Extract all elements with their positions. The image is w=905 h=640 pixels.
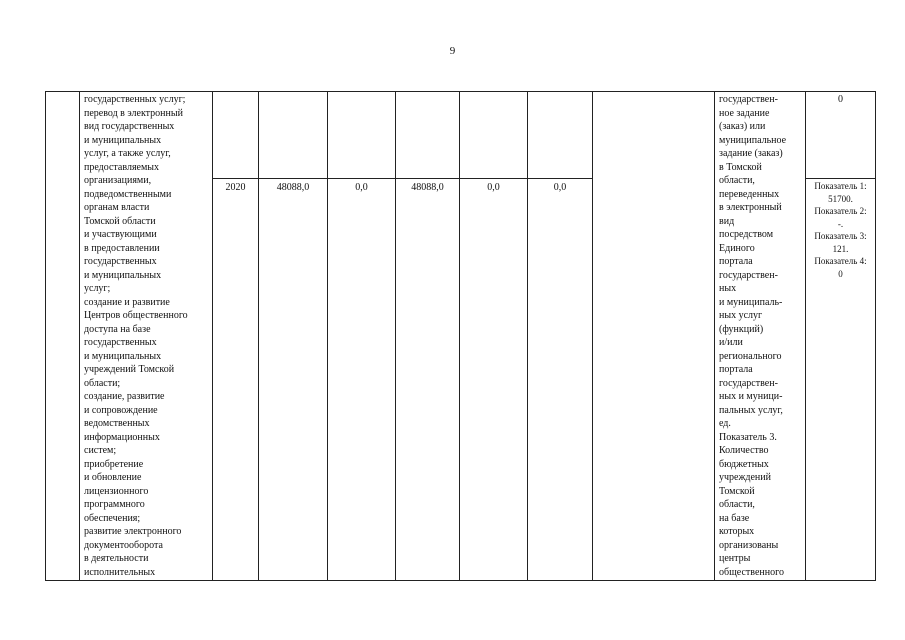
description-line: учреждений Томской xyxy=(84,364,175,375)
indicator-line: центры xyxy=(719,553,751,564)
description-line: обеспечения; xyxy=(84,512,141,524)
col-line-7 xyxy=(527,91,528,581)
indicator-line: Количество xyxy=(719,445,769,456)
indicator-line: государствен- xyxy=(719,377,778,389)
indicator-line: организованы xyxy=(719,539,779,551)
description-line: Центров общественного xyxy=(84,310,188,321)
indicator-value-line: Показатель 3: xyxy=(814,231,867,241)
description-line: в предоставлении xyxy=(84,242,160,254)
indicator-value-line: Показатель 4: xyxy=(814,256,867,266)
col-line-0 xyxy=(45,91,46,581)
description-line: лицензионного xyxy=(84,485,149,497)
description-line: Томской области xyxy=(84,215,156,227)
col-line-4 xyxy=(327,91,328,581)
indicator-line: на базе xyxy=(719,512,750,524)
description-line: государственных xyxy=(84,337,157,348)
col-line-5 xyxy=(395,91,396,581)
indicator-line: и/или xyxy=(719,337,743,348)
description-line: исполнительных xyxy=(84,566,156,578)
indicator-line: ед. xyxy=(719,418,731,429)
table-top-border xyxy=(45,91,876,92)
description-line: и муниципальных xyxy=(84,134,162,146)
indicator-line: государствен- xyxy=(719,269,778,281)
description-line: и обновление xyxy=(84,472,142,483)
description-line: информационных xyxy=(84,431,160,443)
description-line: государственных xyxy=(84,256,157,267)
indicator-line: общественного xyxy=(719,566,784,578)
finance-year-cell: 2020 xyxy=(225,182,246,193)
finance-total-cell: 48088,0 xyxy=(276,182,310,193)
indicator-line: (функций) xyxy=(719,323,764,335)
description-line: и сопровождение xyxy=(84,404,158,416)
table-bottom-border xyxy=(45,580,876,581)
description-line: доступа на базе xyxy=(84,323,151,335)
indicator-value-line: 121. xyxy=(832,243,849,254)
col-line-10 xyxy=(805,91,806,581)
activity-description xyxy=(84,93,210,579)
indicator-line: пальных услуг, xyxy=(719,404,783,416)
indicator-line: портала xyxy=(719,256,753,267)
description-line: услуг; xyxy=(84,283,111,294)
indicator-line: муниципальное xyxy=(719,134,787,146)
finance-row-divider xyxy=(212,178,593,179)
indicator-line: бюджетных xyxy=(719,458,769,470)
finance-regional-cell: 48088,0 xyxy=(411,182,444,193)
col-line-6 xyxy=(459,91,460,581)
indicator-line: переведенных xyxy=(719,188,780,200)
indicator-line: учреждений xyxy=(719,472,771,483)
description-line: организациями, xyxy=(84,175,152,186)
indicator-line: регионального xyxy=(719,350,782,362)
indicator-value-line: Показатель 2: xyxy=(814,206,867,216)
description-line: развитие электронного xyxy=(84,526,182,537)
description-line: органам власти xyxy=(84,202,150,213)
indicator-line: и муниципаль- xyxy=(719,296,783,308)
description-line: ведомственных xyxy=(84,418,150,429)
description-line: и муниципальных xyxy=(84,350,162,362)
indicator-line: ное задание xyxy=(719,107,770,119)
indicator-line: портала xyxy=(719,364,753,375)
indicator-description xyxy=(719,93,805,579)
indicator-line: государствен- xyxy=(719,94,778,105)
values-row-divider xyxy=(805,178,876,179)
col-line-11 xyxy=(875,91,876,581)
indicator-line: области, xyxy=(719,175,755,186)
description-line: и участвующими xyxy=(84,229,157,240)
indicator-line: вид xyxy=(719,215,735,227)
col-line-3 xyxy=(258,91,259,581)
indicator-line: в Томской xyxy=(719,161,762,173)
description-line: перевод в электронный xyxy=(84,107,183,119)
finance-extrabudget-cell: 0,0 xyxy=(553,182,567,193)
page-number: 9 xyxy=(449,45,456,57)
description-line: вид государственных xyxy=(84,121,175,132)
indicator-line: которых xyxy=(719,526,755,537)
finance-local-cell: 0,0 xyxy=(487,182,500,193)
description-line: услуг, а также услуг, xyxy=(84,148,171,159)
indicator-line: Показатель 3. xyxy=(719,431,777,443)
description-line: документооборота xyxy=(84,539,163,551)
description-line: предоставляемых xyxy=(84,161,160,173)
value-top-cell: 0 xyxy=(838,94,843,105)
indicator-line: области, xyxy=(719,499,755,510)
col-line-9 xyxy=(714,91,715,581)
indicator-line: ных xyxy=(719,283,737,294)
description-line: программного xyxy=(84,499,145,510)
description-line: создание и развитие xyxy=(84,296,170,308)
description-line: государственных услуг; xyxy=(84,94,186,105)
indicator-value-line: 0 xyxy=(838,268,843,279)
col-line-2 xyxy=(212,91,213,581)
description-line: области; xyxy=(84,377,121,389)
description-line: систем; xyxy=(84,445,117,456)
indicator-line: задание (заказ) xyxy=(719,148,783,159)
indicator-value-line: -. xyxy=(837,218,844,229)
indicator-line: посредством xyxy=(719,229,774,240)
indicator-value-line: Показатель 1: xyxy=(814,181,867,191)
col-line-8 xyxy=(592,91,593,581)
indicator-line: Томской xyxy=(719,485,755,497)
indicator-value-line: 51700. xyxy=(828,193,853,204)
description-line: и муниципальных xyxy=(84,269,162,281)
indicator-line: (заказ) или xyxy=(719,121,766,132)
finance-federal-cell: 0,0 xyxy=(355,182,368,193)
description-line: создание, развитие xyxy=(84,391,165,402)
indicator-line: в электронный xyxy=(719,202,782,213)
indicator-line: ных и муници- xyxy=(719,391,783,402)
col-line-1 xyxy=(79,91,80,581)
description-line: приобретение xyxy=(84,458,144,470)
description-line: в деятельности xyxy=(84,553,149,564)
indicator-line: Единого xyxy=(719,242,755,254)
indicator-values xyxy=(806,180,875,280)
description-line: подведомственными xyxy=(84,188,172,200)
indicator-line: ных услуг xyxy=(719,310,763,321)
